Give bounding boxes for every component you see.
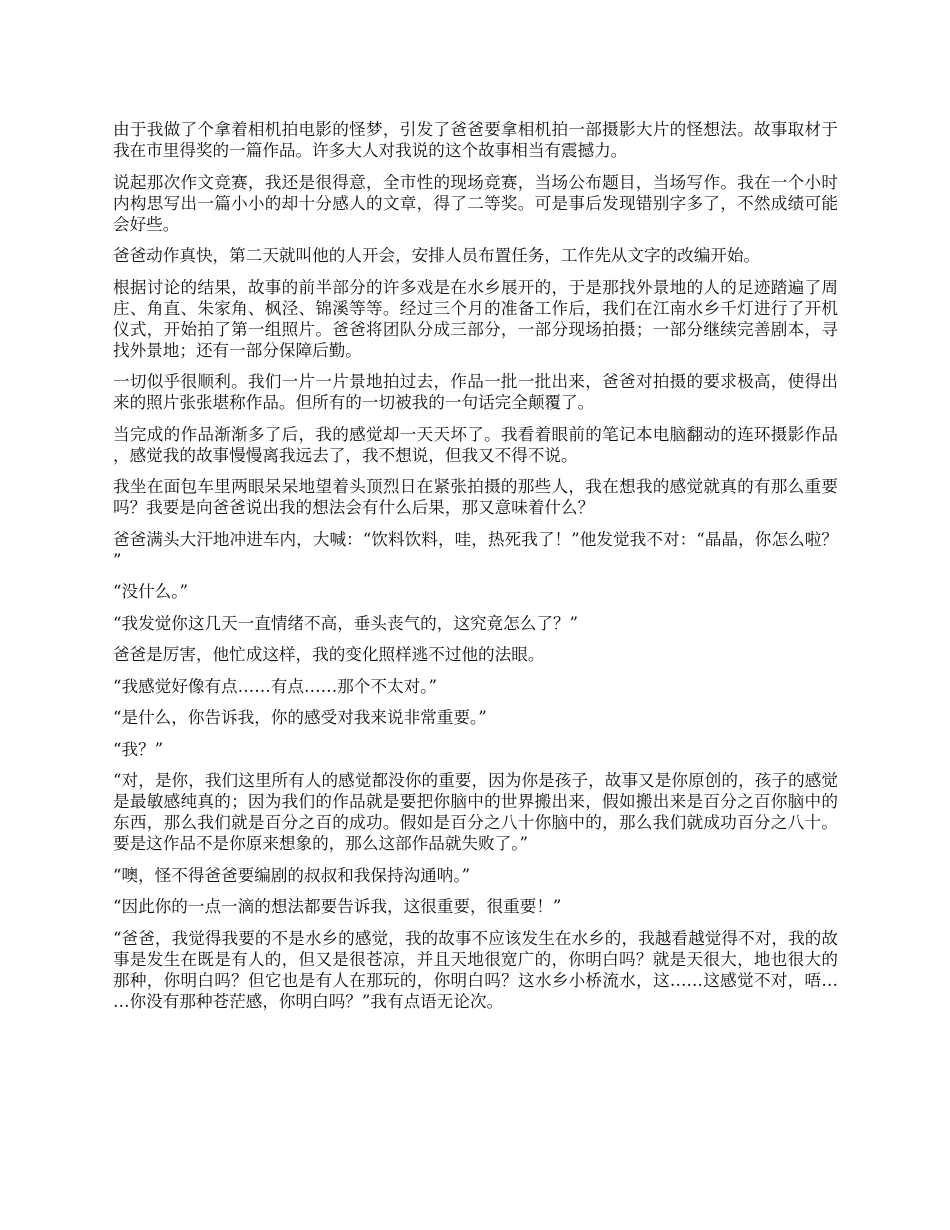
paragraph: “我发觉你这几天一直情绪不高，垂头丧气的，这究竟怎么了？” [113, 613, 578, 633]
paragraph: “我感觉好像有点……有点……那个不太对。” [113, 676, 437, 696]
paragraph: 由于我做了个拿着相机拍电影的怪梦，引发了爸爸要拿相机拍一部摄影大片的怪想法。故事取材于我在市里得奖的一篇作品。许多大人对我说的这个故事相当有震撼力。 [113, 120, 838, 160]
paragraph: “对，是你，我们这里所有人的感觉都没你的重要，因为你是孩子，故事又是你原创的，孩子的感觉是最敏感纯真的；因为我们的作品就是要把你脑中的世界搬出来，假如搬出来是百分之百你脑中的东西，那么我们就是百分之百的成功。假如是百分之八十你脑中的，那么我们就成功百分之八十。要是这作品不是你原来想象的，那么这部作品就失败了。” [113, 771, 838, 853]
paragraph: 爸爸满头大汗地冲进车内，大喊：“饮料饮料，哇，热死我了！”他发觉我不对：“晶晶，你怎么啦？” [113, 529, 838, 570]
paragraph: “我？” [113, 739, 164, 759]
paragraph: 当完成的作品渐渐多了后，我的感觉却一天天坏了。我看着眼前的笔记本电脑翻动的连环摄影作品，感觉我的故事慢慢离我远去了，我不想说，但我又不得不说。 [113, 424, 838, 465]
paragraph: 爸爸是厉害，他忙成这样，我的变化照样逃不过他的法眼。 [113, 645, 545, 664]
paragraph: 我坐在面包车里两眼呆呆地望着头顶烈日在紧张拍摄的那些人，我在想我的感觉就真的有那么重要吗？我要是向爸爸说出我的想法会有什么后果，那又意味着什么？ [113, 477, 838, 517]
paragraph: 一切似乎很顺利。我们一片一片景地拍过去，作品一批一批出来，爸爸对拍摄的要求极高，使得出来的照片张张堪称作品。但所有的一切被我的一句话完全颠覆了。 [113, 372, 838, 412]
document-body [113, 119, 838, 1022]
paragraph: 说起那次作文竞赛，我还是很得意，全市性的现场竞赛，当场公布题目，当场写作。我在一个小时内构思写出一篇小小的却十分感人的文章，得了二等奖。可是事后发现错别字多了，不然成绩可能会好些。 [113, 172, 838, 234]
paragraph: “没什么。” [113, 582, 189, 601]
paragraph: 爸爸动作真快，第二天就叫他的人开会，安排人员布置任务，工作先从文字的改编开始。 [113, 246, 761, 265]
paragraph: “爸爸，我觉得我要的不是水乡的感觉，我的故事不应该发生在水乡的，我越看越觉得不对，我的故事是发生在既是有人的，但又是很苍凉，并且天地很宽广的，你明白吗？就是天很大，地也很大的那种，你明白吗？但它也是有人在那玩的，你明白吗？这水乡小桥流水，这……这感觉不对，唔……你没有那种苍茫感，你明白吗？”我有点语无论次。 [113, 928, 838, 1011]
paragraph: “是什么，你告诉我，你的感受对我来说非常重要。” [113, 708, 487, 727]
paragraph: “因此你的一点一滴的想法都要告诉我，这很重要，很重要！” [113, 897, 562, 916]
paragraph: “噢，怪不得爸爸要编剧的叔叔和我保持沟通呐。” [113, 865, 471, 885]
paragraph: 根据讨论的结果，故事的前半部分的许多戏是在水乡展开的，于是那找外景地的人的足迹踏遍了周庄、角直、朱家角、枫泾、锦溪等等。经过三个月的准备工作后，我们在江南水乡千灯进行了开机仪式，开始拍了第一组照片。爸爸将团队分成三部分，一部分现场拍摄；一部分继续完善剧本，寻找外景地；还有一部分保障后勤。 [113, 277, 838, 360]
